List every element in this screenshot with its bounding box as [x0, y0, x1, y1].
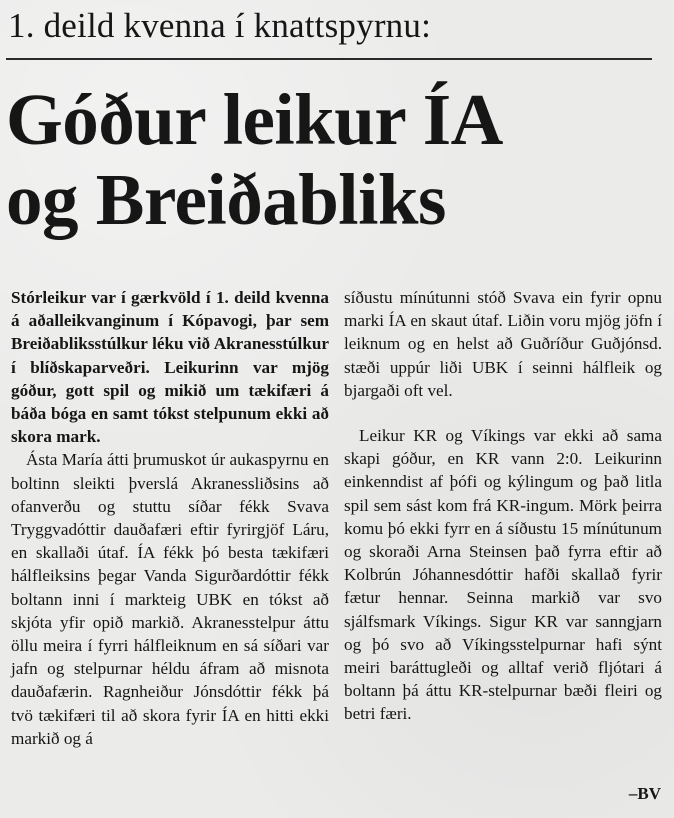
paragraph-gap — [344, 402, 662, 424]
body-paragraph-3: síðustu mínútunni stóð Svava ein fyrir opnu marki ÍA en skaut útaf. Liðin voru mjög jöfn í leiknum og en helst að Guðríður Guðjónsd. stæði uppúr liði UBK í seinni hálfleik og bjargaði oft vel. — [344, 288, 662, 400]
section-kicker: 1. deild kvenna í knattspyrnu: — [8, 6, 432, 45]
lead-paragraph: Stórleikur var í gærkvöld í 1. deild kvenna á aðalleikvanginum í Kópavogi, þar sem Breiðabliksstúlkur léku við Akranesstúlkur í blíðskaparveðri. Leikurinn var mjög góður, gott spil og mikið um tækifæri á báða bóga en samt tókst stelpunum ekki að skora mark. — [11, 288, 329, 447]
headline — [6, 80, 666, 240]
article-column-left — [11, 286, 329, 750]
body-paragraph-4: Leikur KR og Víkings var ekki að sama skapi góður, en KR vann 2:0. Leikurinn einkenndist af þófi og kýlingum og það litla spil sem sást kom frá KR-ingum. Mörk þeirra komu þó ekki fyrr en á síðustu 15 mínútunum og skoraði Arna Steinsen það fyrra eftir að Kolbrún Jóhannesdóttir hafði skallað fyrir fætur hennar. Seinna markið var svo sjálfsmark Víkings. Sigur KR var sanngjarn og þó svo að Víkingsstelpurnar hafi sýnt meiri baráttugleði og alltaf verið fljótari á boltann þá áttu KR-stelpurnar bæði fleiri og betri færi. — [344, 426, 662, 724]
headline-line-2: og Breiðabliks — [6, 159, 446, 240]
author-signature: –BV — [628, 784, 661, 803]
kicker-divider — [6, 58, 652, 60]
headline-line-1: Góður leikur ÍA — [6, 79, 503, 160]
article-column-right — [344, 286, 662, 726]
body-paragraph-2: Ásta María átti þrumuskot úr aukaspyrnu en boltinn sleikti þverslá Akranessliðsins að ofanverðu og stuttu síðar fékk Svava Tryggvadóttir dauðafæri eftir fyrirgjöf Láru, en skallaði útaf. ÍA fékk þó besta tækifæri hálfleiksins þegar Vanda Sigurðardóttir fékk boltann inni í markteig UBK en tókst að skjóta yfir opið markið. Akranesstelpur áttu öllu meira í fyrri hálfleiknum en sá síðari var jafn og stelpurnar héldu áfram að misnota dauðafærin. Ragnheiður Jónsdóttir fékk þá tvö tækifæri til að skora fyrir ÍA en hitti ekki markið og á — [11, 450, 329, 748]
